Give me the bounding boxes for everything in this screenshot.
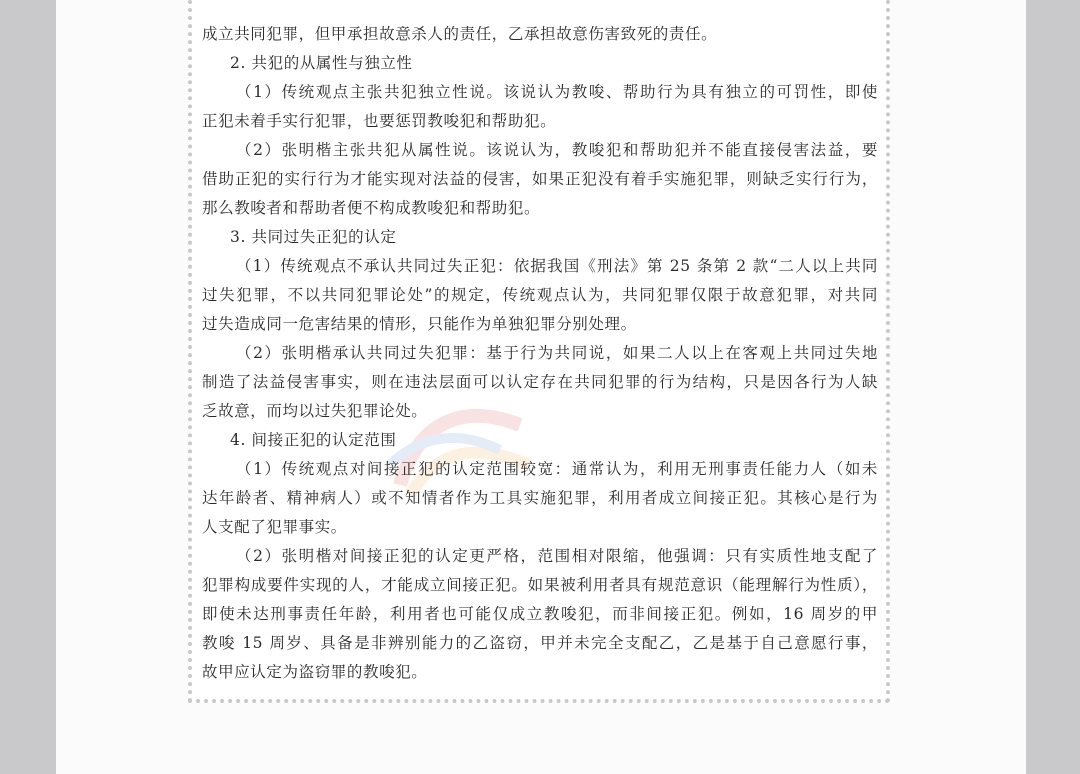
paragraph-line: （2）张明楷承认共同过失犯罪：基于行为共同说，如果二人以上在客观上共同过失地 [236,344,878,362]
document-body [202,20,878,687]
paragraph-line: 那么教唆者和帮助者便不构成教唆犯和帮助犯。 [202,199,541,217]
paragraph-line: 成立共同犯罪，但甲承担故意杀人的责任，乙承担故意伤害致死的责任。 [202,25,718,43]
paragraph-line: （1）传统观点对间接正犯的认定范围较宽：通常认为，利用无刑事责任能力人（如未 [236,460,878,478]
section-heading: 3. 共同过失正犯的认定 [230,228,397,246]
paragraph-line: 人支配了犯罪事实。 [202,518,347,536]
paragraph-line: 借助正犯的实行行为才能实现对法益的侵害，如果正犯没有着手实施犯罪，则缺乏实行行为， [202,170,878,188]
paragraph-line: 犯罪构成要件实现的人，才能成立间接正犯。如果被利用者具有规范意识（能理解行为性质）， [202,576,878,594]
paragraph-line: 故甲应认定为盗窃罪的教唆犯。 [202,663,428,681]
section-heading: 4. 间接正犯的认定范围 [230,431,397,449]
paragraph-line: 教唆 15 周岁、具备是非辨别能力的乙盗窃，甲并未完全支配乙，乙是基于自己意愿行事， [202,634,878,652]
section-heading: 2. 共犯的从属性与独立性 [230,54,413,72]
paragraph-line: 乏故意，而均以过失犯罪论处。 [202,402,428,420]
paragraph-line: 制造了法益侵害事实，则在违法层面可以认定存在共同犯罪的行为结构，只是因各行为人缺 [202,373,878,391]
paragraph-line: （2）张明楷对间接正犯的认定更严格，范围相对限缩，他强调：只有实质性地支配了 [236,547,878,565]
paragraph-line: （1）传统观点不承认共同过失正犯：依据我国《刑法》第 25 条第 2 款“二人以上共同 [236,257,878,275]
paragraph-line: 即使未达刑事责任年龄，利用者也可能仅成立教唆犯，而非间接正犯。例如，16 周岁的甲 [202,605,878,623]
paragraph-line: （1）传统观点主张共犯独立性说。该说认为教唆、帮助行为具有独立的可罚性，即使 [236,83,878,101]
paragraph-line: 过失造成同一危害结果的情形，只能作为单独犯罪分别处理。 [202,315,637,333]
paragraph-line: 达年龄者、精神病人）或不知情者作为工具实施犯罪，利用者成立间接正犯。其核心是行为 [202,489,878,507]
paragraph-line: 过失犯罪，不以共同犯罪论处”的规定，传统观点认为，共同犯罪仅限于故意犯罪，对共同 [202,286,878,304]
paragraph-line: （2）张明楷主张共犯从属性说。该说认为，教唆犯和帮助犯并不能直接侵害法益，要 [236,141,878,159]
paragraph-line: 正犯未着手实行犯罪，也要惩罚教唆犯和帮助犯。 [202,112,557,130]
